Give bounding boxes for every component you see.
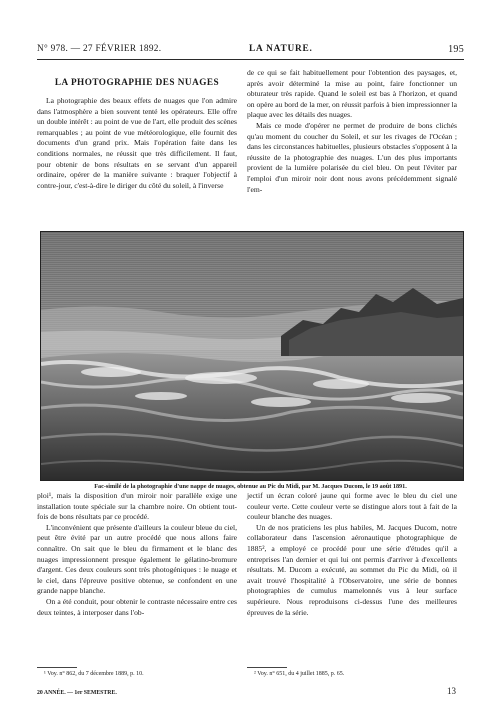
text-column-2	[247, 68, 457, 195]
paragraph: L'inconvénient que présente d'ailleurs la couleur bleue du ciel, peut être évité par un autre procédé que nous allons faire connaître. On sait que le bleu du firmament et le blanc des nuages impressionnent presque également le gélatino-bromure d'argent. Ces deux couleurs sont très photogéniques : le nuage et le ciel, dans l'épreuve positive obtenue, se confondent en une grande nappe blanche.	[37, 522, 237, 596]
cloud-photograph-figure	[40, 231, 464, 481]
footnote-rule	[37, 667, 77, 668]
figure-caption: Fac-similé de la photographie d'une nappe de nuages, obtenue au Pic du Midi, par M. Jacques Ducom, le 19 août 1891.	[94, 483, 407, 490]
paragraph: Un de nos praticiens les plus habiles, M. Jacques Ducom, notre collaborateur dans l'ascension aéronautique photographique de 1885², a employé ce procédé pour une série d'études qu'il a entreprises l'an dernier et qui lui ont permis d'arriver à d'excellents résultats. M. Ducom a exécuté, au sommet du Pic du Midi, où il avait trouvé l'hospitalité à l'Observatoire, une série de bonnes photographies de cumulus mamelonnés vus à leur surface supérieure. Nous reproduisons ci-dessus l'une des meilleures épreuves de la série.	[247, 522, 457, 617]
text-column-4	[247, 491, 457, 618]
issue-number-date: N° 978. — 27 FÉVRIER 1892.	[37, 44, 162, 54]
cloud-sea-engraving	[41, 232, 463, 480]
footnote-1: ¹ Voy. n° 862, du 7 décembre 1889, p. 10.	[44, 671, 144, 677]
header-rule	[37, 59, 464, 60]
page-number: 195	[448, 44, 464, 55]
footnote-2: ² Voy. n° 651, du 4 juillet 1885, p. 65.	[254, 671, 345, 677]
paragraph: de ce qui se fait habituellement pour l'obtention des paysages, et, après avoir déterminé la mise au point, faire fonctionner un obturateur très rapide. Quand le soleil est bas à l'horizon, et quand on opère au bord de la mer, on réussit parfois à bien impressionner la plaque avec les détails des nuages.	[247, 68, 457, 120]
paragraph: On a été conduit, pour obtenir le contraste nécessaire entre ces deux teintes, à interposer dans l'ob-	[37, 596, 237, 617]
paragraph: Mais ce mode d'opérer ne permet de produire de bons clichés qu'au moment du coucher du Soleil, et sur les rivages de l'Océan ; dans les circonstances habituelles, plusieurs obstacles s'opposent à la réussite de la photographie des nuages. L'un des plus importants provient de la lumière polarisée du ciel bleu. On peut l'éviter par l'emploi d'un miroir noir dont nous avons précédemment signalé l'em-	[247, 120, 457, 194]
footnote-rule	[247, 667, 287, 668]
journal-name: LA NATURE.	[249, 44, 313, 54]
running-header	[37, 44, 464, 58]
sheet-number: 13	[447, 686, 456, 696]
text-column-1	[37, 96, 237, 191]
text-column-3	[37, 491, 237, 618]
printer-signature: 20 ANNÉE. — 1er SEMESTRE.	[37, 690, 117, 696]
paragraph: La photographie des beaux effets de nuages que l'on admire dans l'atmosphère a bien souvent tenté les opérateurs. Elle offre un double intérêt : au point de vue de l'art, elle produit des scènes remarquables ; au point de vue météorologique, elle fournit des documents d'un grand prix. Mais l'opération faite dans les conditions normales, ne réussit que très difficilement. Il faut, pour obtenir de bons résultats en se servant d'un appareil ordinaire, opérer de la manière suivante : braquer l'objectif à contre-jour, c'est-à-dire le diriger du côté du soleil, à l'inverse	[37, 96, 237, 190]
paragraph: jectif un écran coloré jaune qui forme avec le bleu du ciel une couleur verte. Cette couleur verte se distingue alors tout à fait de la couleur blanche des nuages.	[247, 491, 457, 522]
article-title: LA PHOTOGRAPHIE DES NUAGES	[54, 77, 220, 87]
paragraph: ploi¹, mais la disposition d'un miroir noir parallèle exige une installation toute spéciale sur la chambre noire. On obtient tout-fois de bons résultats par ce procédé.	[37, 491, 237, 522]
